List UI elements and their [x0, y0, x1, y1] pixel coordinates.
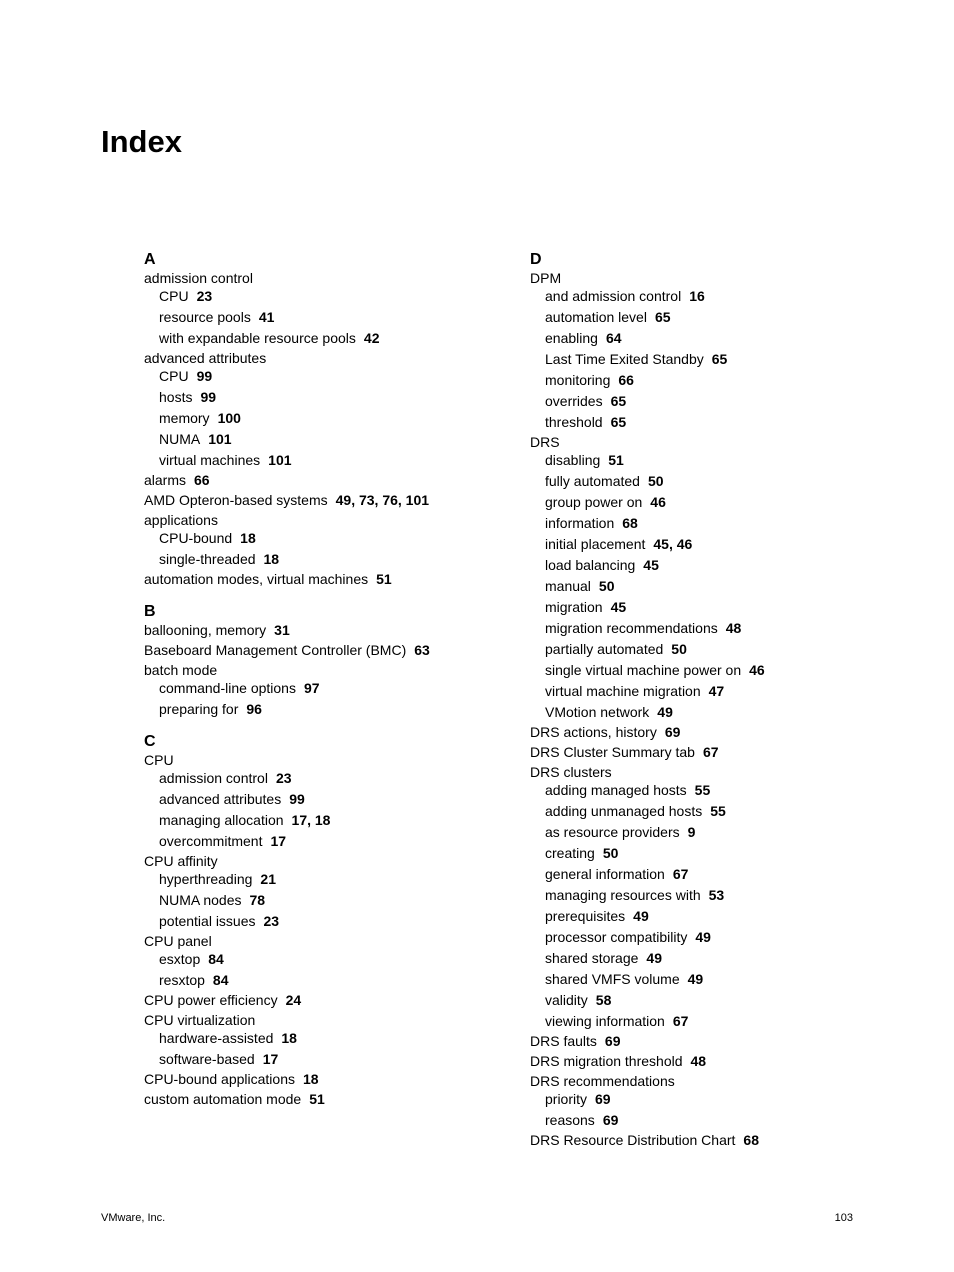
subentry-text: initial placement	[545, 536, 646, 552]
index-term	[530, 1053, 910, 1070]
page-reference: 67	[672, 866, 689, 882]
index-term	[144, 350, 524, 367]
index-subentry	[545, 908, 910, 925]
index-subentry	[545, 782, 910, 799]
index-term	[530, 1073, 910, 1090]
index-term	[144, 492, 524, 509]
subentry-text: Last Time Exited Standby	[545, 351, 704, 367]
page-reference: 69	[602, 1112, 619, 1128]
term-text: DPM	[530, 270, 562, 286]
subentry-text: virtual machine migration	[545, 683, 701, 699]
letter-heading: A	[144, 251, 156, 268]
letter-group	[144, 732, 524, 1108]
index-subentry	[159, 972, 524, 989]
index-subentry	[545, 992, 910, 1009]
page-reference: 66	[194, 472, 210, 488]
subentry-text: admission control	[159, 770, 268, 786]
page-reference: 23	[275, 770, 292, 786]
subentry-text: threshold	[545, 414, 603, 430]
subentry-list	[159, 680, 524, 718]
index-entry	[144, 933, 524, 989]
index-term	[530, 1033, 910, 1050]
page-reference: 55	[710, 803, 726, 819]
subentry-text: command-line options	[159, 680, 296, 696]
index-subentry	[159, 452, 524, 469]
index-entry	[144, 350, 524, 469]
index-column-right	[530, 250, 910, 1149]
subentry-text: hyperthreading	[159, 871, 253, 887]
index-subentry	[159, 770, 524, 787]
index-subentry	[545, 494, 910, 511]
index-subentry	[159, 871, 524, 888]
letter-heading: D	[530, 251, 542, 268]
subentry-text: NUMA	[159, 431, 201, 447]
index-entry	[144, 1012, 524, 1068]
page-reference: 42	[363, 330, 380, 346]
index-subentry	[545, 557, 910, 574]
term-text: advanced attributes	[144, 350, 267, 366]
index-subentry	[159, 833, 524, 850]
subentry-text: information	[545, 515, 615, 531]
index-entry	[530, 744, 910, 761]
subentry-text: monitoring	[545, 372, 611, 388]
letter-group	[530, 250, 910, 1149]
index-subentry	[159, 892, 524, 909]
index-term	[144, 752, 524, 769]
index-subentry	[545, 845, 910, 862]
term-text: AMD Opteron-based systems	[144, 492, 328, 508]
page-reference: 67	[702, 744, 719, 760]
footer-page-number: 103	[834, 1212, 853, 1224]
term-text: applications	[144, 512, 218, 528]
index-term	[144, 512, 524, 529]
page-reference: 17	[262, 1051, 279, 1067]
index-entry	[144, 992, 524, 1009]
index-entry	[530, 270, 910, 431]
index-term	[530, 744, 910, 761]
index-entry	[530, 724, 910, 741]
page-reference: 84	[212, 972, 229, 988]
term-text: DRS	[530, 434, 560, 450]
page-reference: 49	[695, 929, 711, 945]
subentry-text: automation level	[545, 309, 647, 325]
term-text: CPU panel	[144, 933, 212, 949]
index-subentry	[159, 1030, 524, 1047]
page-reference: 51	[608, 452, 624, 468]
page-reference: 78	[249, 892, 266, 908]
index-subentry	[159, 330, 524, 347]
index-term	[144, 992, 524, 1009]
subentry-text: with expandable resource pools	[159, 330, 356, 346]
index-subentry	[545, 887, 910, 904]
subentry-text: disabling	[545, 452, 601, 468]
subentry-text: fully automated	[545, 473, 640, 489]
letter-group	[144, 250, 524, 588]
index-subentry	[545, 372, 910, 389]
subentry-text: general information	[545, 866, 665, 882]
index-term	[144, 853, 524, 870]
term-text: custom automation mode	[144, 1091, 302, 1107]
index-term	[530, 434, 910, 451]
index-subentry	[159, 368, 524, 385]
index-column-left	[144, 250, 524, 1108]
subentry-text: priority	[545, 1091, 588, 1107]
page-reference: 69	[604, 1033, 621, 1049]
index-subentry	[545, 950, 910, 967]
page-reference: 101	[268, 452, 292, 468]
page-reference: 97	[303, 680, 320, 696]
index-subentry	[545, 351, 910, 368]
page-reference: 99	[200, 389, 217, 405]
subentry-text: enabling	[545, 330, 598, 346]
page-reference: 18	[302, 1071, 319, 1087]
index-entry	[144, 1071, 524, 1088]
subentry-text: prerequisites	[545, 908, 626, 924]
index-entry	[530, 1053, 910, 1070]
index-entry	[144, 853, 524, 930]
index-entry	[530, 764, 910, 1030]
term-text: DRS faults	[530, 1033, 597, 1049]
subentry-list	[159, 368, 524, 469]
index-term	[144, 472, 524, 489]
index-entry	[144, 1091, 524, 1108]
page-title: Index	[101, 124, 182, 159]
page-reference: 65	[610, 393, 627, 409]
term-text: Baseboard Management Controller (BMC)	[144, 642, 407, 658]
page-reference: 17, 18	[291, 812, 331, 828]
page-reference: 51	[376, 571, 392, 587]
index-subentry	[159, 913, 524, 930]
subentry-list	[545, 782, 910, 1030]
letter-heading: B	[144, 603, 156, 620]
term-text: DRS migration threshold	[530, 1053, 683, 1069]
index-subentry	[545, 866, 910, 883]
subentry-text: single-threaded	[159, 551, 256, 567]
index-subentry	[545, 704, 910, 721]
subentry-text: load balancing	[545, 557, 636, 573]
index-term	[144, 1091, 524, 1108]
page-reference: 50	[647, 473, 664, 489]
page-reference: 48	[690, 1053, 707, 1069]
term-text: CPU affinity	[144, 853, 218, 869]
index-term	[144, 622, 524, 639]
subentry-text: CPU-bound	[159, 530, 233, 546]
index-subentry	[545, 803, 910, 820]
page-reference: 65	[711, 351, 728, 367]
term-text: admission control	[144, 270, 253, 286]
subentry-text: and admission control	[545, 288, 682, 304]
term-text: DRS recommendations	[530, 1073, 675, 1089]
page-reference: 67	[672, 1013, 689, 1029]
page-reference: 69	[664, 724, 681, 740]
index-entry	[144, 622, 524, 639]
page-reference: 21	[260, 871, 276, 887]
index-subentry	[159, 791, 524, 808]
subentry-text: resource pools	[159, 309, 251, 325]
page-reference: 47	[708, 683, 725, 699]
page-reference: 45	[610, 599, 627, 615]
page-reference: 48	[725, 620, 742, 636]
page-reference: 23	[196, 288, 213, 304]
page-reference: 23	[263, 913, 280, 929]
index-entry	[144, 472, 524, 489]
subentry-text: virtual machines	[159, 452, 261, 468]
page-reference: 50	[602, 845, 619, 861]
page-reference: 49	[646, 950, 662, 966]
index-term	[144, 270, 524, 287]
page-reference: 18	[263, 551, 280, 567]
subentry-text: hardware-assisted	[159, 1030, 274, 1046]
subentry-text: CPU	[159, 368, 189, 384]
subentry-text: viewing information	[545, 1013, 665, 1029]
index-subentry	[159, 1051, 524, 1068]
subentry-text: single virtual machine power on	[545, 662, 742, 678]
subentry-text: migration	[545, 599, 603, 615]
letter-heading: C	[144, 733, 156, 750]
index-subentry	[159, 410, 524, 427]
subentry-text: managing allocation	[159, 812, 284, 828]
page-reference: 58	[595, 992, 612, 1008]
page-reference: 31	[274, 622, 290, 638]
index-subentry	[545, 641, 910, 658]
index-subentry	[545, 683, 910, 700]
index-subentry	[545, 288, 910, 305]
index-subentry	[159, 551, 524, 568]
index-subentry	[159, 288, 524, 305]
subentry-text: preparing for	[159, 701, 239, 717]
page-reference: 45	[643, 557, 659, 573]
page-reference: 101	[208, 431, 232, 447]
page-reference: 49	[687, 971, 704, 987]
index-subentry	[159, 309, 524, 326]
subentry-text: esxtop	[159, 951, 201, 967]
subentry-text: as resource providers	[545, 824, 680, 840]
index-term	[530, 1132, 910, 1149]
index-entry	[530, 1033, 910, 1050]
page-reference: 99	[289, 791, 305, 807]
page-reference: 66	[618, 372, 634, 388]
index-term	[144, 1012, 524, 1029]
subentry-text: reasons	[545, 1112, 595, 1128]
index-subentry	[159, 701, 524, 718]
index-subentry	[159, 530, 524, 547]
index-entry	[144, 642, 524, 659]
page-reference: 99	[196, 368, 213, 384]
index-subentry	[545, 662, 910, 679]
footer-company: VMware, Inc.	[101, 1212, 166, 1224]
term-text: CPU virtualization	[144, 1012, 256, 1028]
page-reference: 49	[633, 908, 649, 924]
subentry-text: overrides	[545, 393, 603, 409]
index-term	[530, 270, 910, 287]
subentry-text: shared VMFS volume	[545, 971, 680, 987]
subentry-text: processor compatibility	[545, 929, 688, 945]
index-subentry	[545, 578, 910, 595]
subentry-text: adding managed hosts	[545, 782, 687, 798]
subentry-text: partially automated	[545, 641, 664, 657]
index-entry	[530, 1132, 910, 1149]
page-reference: 17	[270, 833, 287, 849]
index-subentry	[159, 680, 524, 697]
term-text: DRS clusters	[530, 764, 612, 780]
subentry-text: CPU	[159, 288, 189, 304]
index-subentry	[545, 414, 910, 431]
page-reference: 100	[217, 410, 241, 426]
index-subentry	[159, 389, 524, 406]
page-reference: 50	[598, 578, 615, 594]
index-subentry	[545, 309, 910, 326]
term-text: CPU power efficiency	[144, 992, 278, 1008]
index-subentry	[159, 951, 524, 968]
page-reference: 96	[246, 701, 262, 717]
subentry-list	[159, 770, 524, 850]
subentry-text: advanced attributes	[159, 791, 282, 807]
index-subentry	[545, 824, 910, 841]
page-reference: 9	[687, 824, 696, 840]
page-reference: 16	[689, 288, 705, 304]
term-text: DRS Resource Distribution Chart	[530, 1132, 736, 1148]
index-entry	[144, 752, 524, 850]
index-term	[144, 933, 524, 950]
index-subentry	[545, 330, 910, 347]
index-subentry	[545, 1112, 910, 1129]
index-term	[144, 642, 524, 659]
subentry-text: group power on	[545, 494, 643, 510]
page-reference: 63	[414, 642, 430, 658]
page-reference: 84	[208, 951, 224, 967]
subentry-list	[545, 288, 910, 431]
subentry-text: NUMA nodes	[159, 892, 242, 908]
term-text: ballooning, memory	[144, 622, 267, 638]
page-reference: 50	[671, 641, 687, 657]
page-reference: 65	[654, 309, 671, 325]
index-subentry	[545, 536, 910, 553]
subentry-text: creating	[545, 845, 595, 861]
subentry-text: resxtop	[159, 972, 205, 988]
page-reference: 46	[749, 662, 765, 678]
subentry-text: overcommitment	[159, 833, 263, 849]
index-entry	[144, 492, 524, 509]
subentry-list	[545, 452, 910, 721]
index-entry	[144, 571, 524, 588]
index-entry	[530, 1073, 910, 1129]
subentry-text: migration recommendations	[545, 620, 718, 636]
subentry-text: VMotion network	[545, 704, 650, 720]
letter-group	[144, 602, 524, 718]
index-subentry	[545, 620, 910, 637]
index-entry	[144, 662, 524, 718]
page-reference: 55	[694, 782, 711, 798]
index-term	[530, 724, 910, 741]
term-text: CPU	[144, 752, 174, 768]
page-reference: 64	[605, 330, 622, 346]
index-entry	[144, 512, 524, 568]
index-subentry	[545, 473, 910, 490]
subentry-text: potential issues	[159, 913, 256, 929]
index-subentry	[545, 515, 910, 532]
page-reference: 53	[708, 887, 725, 903]
term-text: alarms	[144, 472, 187, 488]
subentry-text: validity	[545, 992, 588, 1008]
index-subentry	[545, 452, 910, 469]
page-reference: 49	[657, 704, 673, 720]
term-text: batch mode	[144, 662, 218, 678]
subentry-text: software-based	[159, 1051, 255, 1067]
index-subentry	[159, 812, 524, 829]
index-subentry	[159, 431, 524, 448]
index-subentry	[545, 929, 910, 946]
term-text: DRS Cluster Summary tab	[530, 744, 695, 760]
index-term	[144, 1071, 524, 1088]
index-subentry	[545, 393, 910, 410]
page-reference: 68	[743, 1132, 759, 1148]
index-subentry	[545, 1013, 910, 1030]
page-reference: 46	[650, 494, 666, 510]
index-entry	[530, 434, 910, 721]
term-text: DRS actions, history	[530, 724, 657, 740]
subentry-list	[545, 1091, 910, 1129]
page-reference: 68	[622, 515, 638, 531]
subentry-list	[159, 288, 524, 347]
term-text: automation modes, virtual machines	[144, 571, 369, 587]
subentry-list	[159, 1030, 524, 1068]
index-term	[530, 764, 910, 781]
subentry-text: adding unmanaged hosts	[545, 803, 703, 819]
index-term	[144, 662, 524, 679]
page-reference: 69	[595, 1091, 611, 1107]
subentry-text: memory	[159, 410, 210, 426]
page-reference: 65	[610, 414, 627, 430]
subentry-text: manual	[545, 578, 591, 594]
subentry-text: hosts	[159, 389, 193, 405]
index-subentry	[545, 971, 910, 988]
page-reference: 49, 73, 76, 101	[335, 492, 430, 508]
page-reference: 41	[258, 309, 275, 325]
index-entry	[144, 270, 524, 347]
subentry-list	[159, 871, 524, 930]
page-reference: 51	[309, 1091, 325, 1107]
subentry-list	[159, 951, 524, 989]
subentry-text: shared storage	[545, 950, 639, 966]
subentry-text: managing resources with	[545, 887, 701, 903]
index-subentry	[545, 1091, 910, 1108]
page-reference: 45, 46	[653, 536, 693, 552]
index-subentry	[545, 599, 910, 616]
subentry-list	[159, 530, 524, 568]
page-reference: 18	[281, 1030, 297, 1046]
term-text: CPU-bound applications	[144, 1071, 295, 1087]
page-reference: 24	[285, 992, 302, 1008]
page-reference: 18	[240, 530, 256, 546]
index-term	[144, 571, 524, 588]
